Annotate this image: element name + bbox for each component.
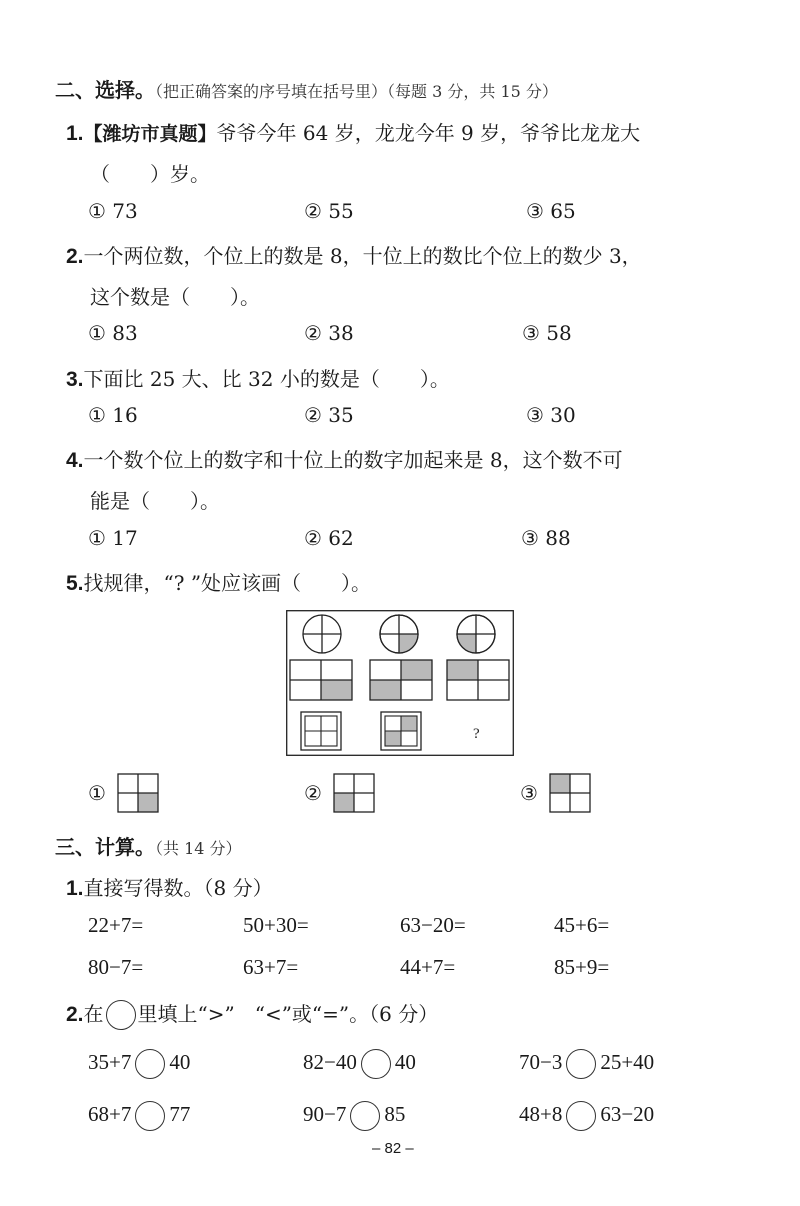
compare-circle[interactable] [566,1101,596,1131]
q2-option-2[interactable]: ② 38 [304,321,354,345]
q5-option-2-label[interactable]: ② [304,781,322,805]
calc-item: 50+30= [243,913,309,937]
compare-circle[interactable] [566,1049,596,1079]
compare-item [88,1101,190,1131]
section2-heading: 二、选择。 [55,78,155,102]
q3-option-2[interactable]: ② 35 [304,403,354,427]
s3-q1-line [66,872,273,901]
compare-left: 68+7 [88,1101,132,1126]
q1-line2: （ ）岁。 [90,162,210,186]
q2-line2: 这个数是（ ）。 [90,285,260,309]
compare-item [303,1101,405,1131]
compare-right: 63−20 [600,1101,655,1126]
pattern-question-mark: ? [473,726,480,742]
calc-item: 63−20= [400,913,466,937]
q3-line1 [66,363,450,392]
calc-item: 44+7= [400,955,456,979]
q4-option-2[interactable]: ② 62 [304,526,354,550]
s3-q1-text: 直接写得数。（8 分） [83,876,273,900]
q5-option-3-figure[interactable] [548,772,592,814]
q4-text: 一个数个位上的数字和十位上的数字加起来是 8，这个数不可 [83,448,623,472]
q4-line1 [66,444,623,473]
q2-text: 一个两位数，个位上的数是 8，十位上的数比个位上的数少 3， [83,244,642,268]
compare-circle[interactable] [361,1049,391,1079]
q5-option-1-label[interactable]: ① [88,781,106,805]
compare-left: 90−7 [303,1101,347,1126]
q5-option-3-label[interactable]: ③ [520,781,538,805]
compare-item [88,1049,190,1079]
calc-item: 85+9= [554,955,610,979]
calc-item: 63+7= [243,955,299,979]
section2-note: （把正确答案的序号填在括号里）（每题 3 分，共 15 分） [155,82,558,101]
blank-circle-icon [106,1000,136,1030]
q1-source-tag: 【潍坊市真题】 [83,123,217,145]
compare-right: 25+40 [600,1049,655,1074]
compare-item [519,1101,654,1131]
q4-option-1[interactable]: ① 17 [88,526,138,550]
s3-q1-number: 1. [66,877,84,900]
q2-number: 2. [66,245,84,268]
q5-number: 5. [66,572,84,595]
compare-right: 40 [169,1049,191,1074]
q3-option-1[interactable]: ① 16 [88,403,138,427]
q3-number: 3. [66,368,84,391]
q1-option-3[interactable]: ③ 65 [526,199,576,223]
pattern-figure [286,610,514,756]
compare-right: 85 [384,1101,406,1126]
q2-option-3[interactable]: ③ 58 [522,321,572,345]
section2-header [55,74,558,103]
page-number: – 82 – [372,1140,414,1157]
q5-text: 找规律，“? ”处应该画（ ）。 [83,571,372,595]
q1-text: 爷爷今年 64 岁，龙龙今年 9 岁，爷爷比龙龙大 [216,121,641,145]
compare-left: 48+8 [519,1101,563,1126]
s3-q2-text-before: 在 [83,1002,104,1026]
q4-option-3[interactable]: ③ 88 [521,526,571,550]
compare-right: 77 [169,1101,191,1126]
q3-text: 下面比 25 大、比 32 小的数是（ ）。 [83,367,450,391]
compare-circle[interactable] [350,1101,380,1131]
q1-option-1[interactable]: ① 73 [88,199,138,223]
section3-header [55,831,242,860]
q3-option-3[interactable]: ③ 30 [526,403,576,427]
pattern-circle-1 [303,615,341,653]
s3-q2-line [66,998,438,1030]
compare-left: 82−40 [303,1049,357,1074]
compare-left: 35+7 [88,1049,132,1074]
q1-number: 1. [66,122,84,145]
calc-item: 80−7= [88,955,144,979]
q1-line1 [66,117,640,146]
section3-note: （共 14 分） [155,839,242,858]
s3-q2-number: 2. [66,1003,84,1026]
s3-q2-text-after: 里填上“>” “<”或“=”。（6 分） [137,1002,439,1026]
q5-option-1-figure[interactable] [116,772,160,814]
q5-line1 [66,567,371,596]
q1-option-2[interactable]: ② 55 [304,199,354,223]
calc-item: 45+6= [554,913,610,937]
q2-option-1[interactable]: ① 83 [88,321,138,345]
compare-item [303,1049,416,1079]
section3-heading: 三、计算。 [55,835,155,859]
q2-line1 [66,240,642,269]
calc-item: 22+7= [88,913,144,937]
compare-circle[interactable] [135,1101,165,1131]
compare-left: 70−3 [519,1049,563,1074]
q4-number: 4. [66,449,84,472]
compare-right: 40 [394,1049,416,1074]
q4-line2: 能是（ ）。 [90,489,220,513]
compare-circle[interactable] [135,1049,165,1079]
pattern-circle-2 [380,615,418,653]
compare-item [519,1049,654,1079]
pattern-circle-3 [457,615,495,653]
q5-option-2-figure[interactable] [332,772,376,814]
